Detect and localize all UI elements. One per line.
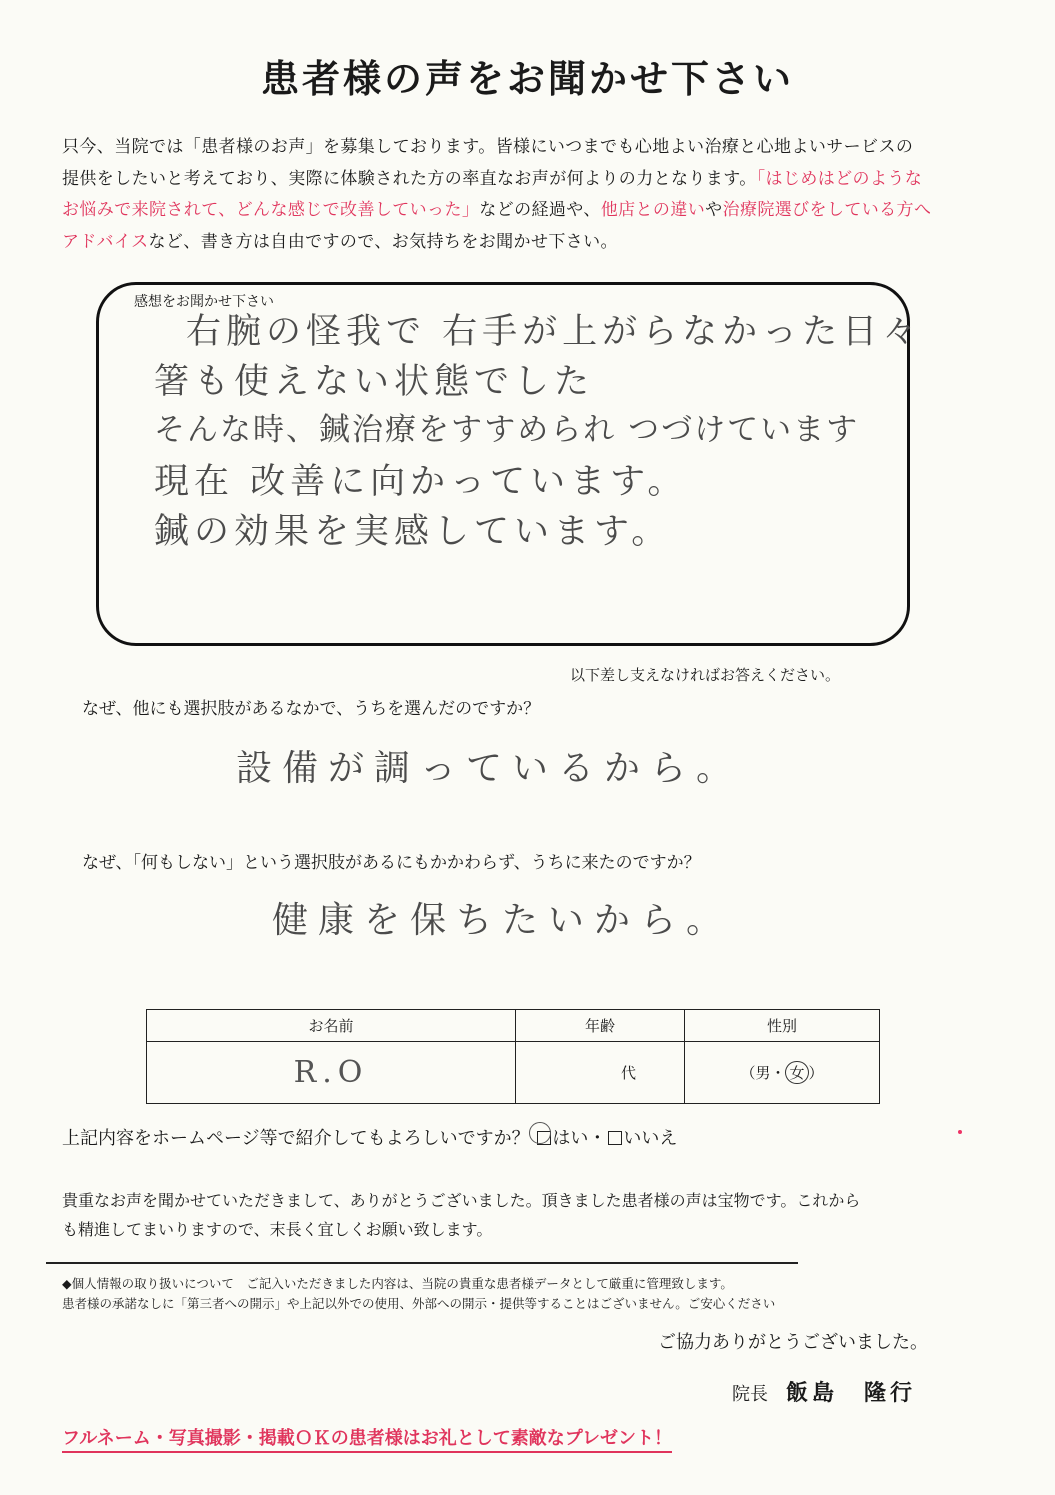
privacy-line-2: 患者様の承諾なしに「第三者への開示」や上記以外での使用、外部への開示・提供等することはございません。ご安心ください [62,1296,776,1311]
info-table-value-row [147,1042,880,1104]
intro-highlight-5: アドバイス [62,231,149,252]
signature [732,1376,916,1407]
signature-name: 飯島 隆行 [786,1381,917,1406]
privacy-line-1: ◆個人情報の取り扱いについて ご記入いただきました内容は、当院の貴重な患者様データとして厳重に管理致します。 [62,1276,733,1291]
privacy-notice [62,1274,775,1314]
intro-line-4 [62,227,982,259]
header-age: 年齢 [516,1010,685,1042]
red-mark [958,1130,962,1134]
feedback-label: 感想をお聞かせ下さい [134,294,274,310]
name-value: R.O [293,1055,369,1090]
answer-1: 設備が調っているから。 [236,748,743,789]
present-banner: フルネーム・写真撮影・掲載ＯＫの患者様はお礼として素敵なプレゼント！ [62,1424,672,1453]
gender-selected[interactable]: 女 [785,1061,808,1084]
feedback-line-1: 右腕の怪我で 右手が上がらなかった日々 [186,312,923,352]
feedback-line-3: そんな時、鍼治療をすすめられ つづけています [154,412,860,448]
intro-highlight-2: お悩みで来院されて、どんな感じで改善していった」 [62,200,480,220]
intro-highlight-4: 治療院選びをしている方へ [722,200,932,220]
info-table [146,1009,880,1104]
feedback-line-2: 箸も使えない状態でした [154,362,595,402]
question-2: なぜ、「何もしない」という選択肢があるにもかかわらず、うちに来たのですか？ [82,853,701,873]
name-cell[interactable] [147,1042,516,1104]
intro-line-4-text: など、書き方は自由ですので、お気持ちをお聞かせ下さい。 [148,231,618,252]
thanks-line-2: も精進してまいりますので、末長く宜しくお願い致します。 [62,1220,493,1239]
intro-highlight-1: 「はじめはどのような [756,168,923,189]
intro-highlight-3: 他店との違い [600,200,706,220]
page-title: 患者様の声をお聞かせ下さい [260,57,794,101]
consent-no-label: いいえ [623,1128,678,1149]
thanks-text [62,1186,982,1244]
consent-yes-checkbox[interactable] [537,1131,551,1145]
intro-line-2 [62,164,982,196]
consent-row [62,1124,677,1150]
intro-line-3-text-2: や [705,200,723,220]
signature-role: 院長 [732,1384,768,1405]
header-name: お名前 [147,1010,516,1042]
answer-2: 健康を保ちたいから。 [272,900,733,941]
intro-line-3 [62,195,982,227]
feedback-line-4: 現在 改善に向かっています。 [154,462,688,502]
intro-line-3-text: などの経過や、 [479,200,601,220]
consent-yes-label: はい・ [552,1128,607,1149]
header-gender: 性別 [685,1010,880,1042]
age-cell[interactable] [516,1042,685,1104]
optional-note: 以下差し支えなければお答えください。 [570,666,841,684]
intro-text [62,132,982,258]
question-1: なぜ、他にも選択肢があるなかで、うちを選んだのですか？ [82,699,541,719]
consent-no-checkbox[interactable] [608,1131,622,1145]
thanks-line-1: 貴重なお声を聞かせていただきまして、ありがとうございました。頂きました患者様の声は宝物です。これから [62,1191,861,1210]
gender-close: ） [808,1064,824,1082]
consent-question: 上記内容をホームページ等で紹介してもよろしいですか？ [62,1128,530,1149]
intro-line-1: 只今、当院では「患者様のお声」を募集しております。皆様にいつまでも心地よい治療と心地よいサービスの [62,137,914,157]
gender-cell[interactable] [685,1042,880,1104]
intro-line-2-text: 提供をしたいと考えており、実際に体験された方の率直なお声が何よりの力となります。 [62,168,757,189]
closing-text: ご協力ありがとうございました。 [658,1332,928,1353]
gender-open: （男・ [740,1064,786,1082]
divider [46,1262,798,1264]
age-suffix: 代 [620,1064,636,1082]
info-table-header-row [147,1010,880,1042]
feedback-line-5: 鍼の効果を実感しています。 [154,512,672,552]
